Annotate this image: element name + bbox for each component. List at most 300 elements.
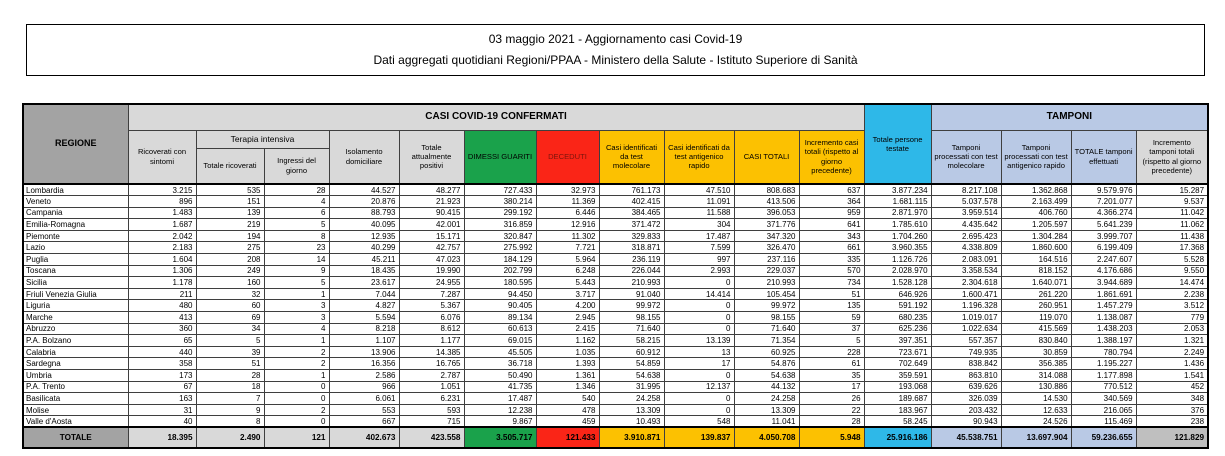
value-cell: 32.973 — [536, 184, 599, 196]
table-row — [23, 184, 1208, 196]
value-cell: 69.015 — [464, 335, 536, 347]
value-cell: 1.107 — [329, 335, 399, 347]
region-name: Lombardia — [23, 184, 128, 196]
value-cell: 7.287 — [399, 288, 464, 300]
value-cell: 90.415 — [399, 207, 464, 219]
region-name: Sardegna — [23, 358, 128, 370]
region-name: Emilia-Romagna — [23, 219, 128, 231]
value-cell: 21.923 — [399, 196, 464, 208]
value-cell: 2.586 — [329, 370, 399, 382]
value-cell: 164.516 — [1001, 254, 1071, 266]
value-cell: 42.001 — [399, 219, 464, 231]
covid-table — [22, 103, 1209, 449]
value-cell: 54.876 — [734, 358, 799, 370]
total-cell: 3.910.871 — [599, 427, 664, 448]
col-header-tamponi-molecolare: Tamponi processati con test molecolare — [931, 130, 1001, 184]
value-cell: 34 — [196, 323, 264, 335]
value-cell: 2.083.091 — [931, 254, 1001, 266]
value-cell: 402.415 — [599, 196, 664, 208]
value-cell: 2 — [264, 358, 329, 370]
value-cell: 228 — [799, 346, 864, 358]
value-cell: 202.799 — [464, 265, 536, 277]
value-cell: 26 — [799, 393, 864, 405]
value-cell: 641 — [799, 219, 864, 231]
value-cell: 94.450 — [464, 288, 536, 300]
table-row — [23, 381, 1208, 393]
value-cell: 11.041 — [734, 416, 799, 428]
value-cell: 4.176.686 — [1071, 265, 1136, 277]
value-cell: 896 — [128, 196, 196, 208]
value-cell: 5 — [264, 277, 329, 289]
value-cell: 376 — [1136, 404, 1208, 416]
value-cell: 0 — [264, 381, 329, 393]
value-cell: 1.704.260 — [864, 230, 931, 242]
value-cell: 90.943 — [931, 416, 1001, 428]
value-cell: 761.173 — [599, 184, 664, 196]
value-cell: 1.177 — [399, 335, 464, 347]
value-cell: 50.490 — [464, 370, 536, 382]
value-cell: 1.388.197 — [1071, 335, 1136, 347]
value-cell: 830.840 — [1001, 335, 1071, 347]
value-cell: 5.367 — [399, 300, 464, 312]
total-row — [23, 427, 1208, 448]
value-cell: 7.201.077 — [1071, 196, 1136, 208]
value-cell: 11.588 — [664, 207, 734, 219]
value-cell: 88.793 — [329, 207, 399, 219]
total-cell: 121.829 — [1136, 427, 1208, 448]
persone-testate-header: Totale persone testate — [864, 104, 931, 184]
value-cell: 316.859 — [464, 219, 536, 231]
value-cell: 347.320 — [734, 230, 799, 242]
value-cell: 14 — [264, 254, 329, 266]
table-row — [23, 300, 1208, 312]
value-cell: 226.044 — [599, 265, 664, 277]
total-cell: 121.433 — [536, 427, 599, 448]
value-cell: 173 — [128, 370, 196, 382]
value-cell: 13.309 — [734, 404, 799, 416]
value-cell: 3.944.689 — [1071, 277, 1136, 289]
value-cell: 406.760 — [1001, 207, 1071, 219]
value-cell: 715 — [399, 416, 464, 428]
value-cell: 1.346 — [536, 381, 599, 393]
value-cell: 44.132 — [734, 381, 799, 393]
value-cell: 11.042 — [1136, 207, 1208, 219]
value-cell: 18 — [196, 381, 264, 393]
value-cell: 3.717 — [536, 288, 599, 300]
table-row — [23, 277, 1208, 289]
value-cell: 770.512 — [1071, 381, 1136, 393]
value-cell: 47.023 — [399, 254, 464, 266]
region-name: Sicilia — [23, 277, 128, 289]
value-cell: 2.053 — [1136, 323, 1208, 335]
value-cell: 40.299 — [329, 242, 399, 254]
value-cell: 41.735 — [464, 381, 536, 393]
value-cell: 60.925 — [734, 346, 799, 358]
table-body — [23, 184, 1208, 448]
value-cell: 163 — [128, 393, 196, 405]
table-row — [23, 393, 1208, 405]
value-cell: 452 — [1136, 381, 1208, 393]
value-cell: 2.163.499 — [1001, 196, 1071, 208]
value-cell: 58.245 — [864, 416, 931, 428]
value-cell: 459 — [536, 416, 599, 428]
value-cell: 9.537 — [1136, 196, 1208, 208]
value-cell: 7.044 — [329, 288, 399, 300]
value-cell: 203.432 — [931, 404, 1001, 416]
value-cell: 14.414 — [664, 288, 734, 300]
value-cell: 0 — [664, 370, 734, 382]
total-cell: 5.948 — [799, 427, 864, 448]
value-cell: 340.569 — [1071, 393, 1136, 405]
value-cell: 1.019.017 — [931, 312, 1001, 324]
total-cell: 3.505.717 — [464, 427, 536, 448]
value-cell: 0 — [664, 323, 734, 335]
value-cell: 4.435.642 — [931, 219, 1001, 231]
value-cell: 1.035 — [536, 346, 599, 358]
value-cell: 3 — [264, 312, 329, 324]
value-cell: 2.247.607 — [1071, 254, 1136, 266]
region-name: Abruzzo — [23, 323, 128, 335]
value-cell: 591.192 — [864, 300, 931, 312]
value-cell: 818.152 — [1001, 265, 1071, 277]
table-header — [23, 104, 1208, 184]
value-cell: 553 — [329, 404, 399, 416]
value-cell: 17 — [664, 358, 734, 370]
report-header — [26, 24, 1205, 76]
col-header-ricoverati: Ricoverati con sintomi — [128, 130, 196, 184]
table-row — [23, 358, 1208, 370]
value-cell: 32 — [196, 288, 264, 300]
value-cell: 8.217.108 — [931, 184, 1001, 196]
tamponi-band: TAMPONI — [931, 104, 1208, 130]
value-cell: 2.945 — [536, 312, 599, 324]
table-row — [23, 335, 1208, 347]
table-row — [23, 254, 1208, 266]
value-cell: 7.599 — [664, 242, 734, 254]
value-cell: 415.569 — [1001, 323, 1071, 335]
region-name: Marche — [23, 312, 128, 324]
value-cell: 275 — [196, 242, 264, 254]
value-cell: 36.718 — [464, 358, 536, 370]
value-cell: 11.438 — [1136, 230, 1208, 242]
total-cell: 4.050.708 — [734, 427, 799, 448]
value-cell: 1.483 — [128, 207, 196, 219]
value-cell: 348 — [1136, 393, 1208, 405]
value-cell: 3.358.534 — [931, 265, 1001, 277]
value-cell: 371.472 — [599, 219, 664, 231]
value-cell: 71.640 — [734, 323, 799, 335]
value-cell: 3.512 — [1136, 300, 1208, 312]
total-cell: 13.697.904 — [1001, 427, 1071, 448]
value-cell: 23.617 — [329, 277, 399, 289]
col-header-tamponi-antigenico: Tamponi processati con test antigenico rapido — [1001, 130, 1071, 184]
value-cell: 413.506 — [734, 196, 799, 208]
value-cell: 1.457.279 — [1071, 300, 1136, 312]
value-cell: 237.116 — [734, 254, 799, 266]
value-cell: 639.626 — [931, 381, 1001, 393]
value-cell: 959 — [799, 207, 864, 219]
value-cell: 210.993 — [734, 277, 799, 289]
value-cell: 54.638 — [734, 370, 799, 382]
regione-header: REGIONE — [23, 104, 128, 184]
value-cell: 0 — [664, 393, 734, 405]
value-cell: 7.721 — [536, 242, 599, 254]
value-cell: 5.594 — [329, 312, 399, 324]
value-cell: 105.454 — [734, 288, 799, 300]
value-cell: 1.196.328 — [931, 300, 1001, 312]
value-cell: 4.827 — [329, 300, 399, 312]
table-row — [23, 370, 1208, 382]
col-header-dimessi: DIMESSI GUARITI — [464, 130, 536, 184]
value-cell: 14.530 — [1001, 393, 1071, 405]
value-cell: 1.528.128 — [864, 277, 931, 289]
value-cell: 2 — [264, 404, 329, 416]
region-name: Liguria — [23, 300, 128, 312]
value-cell: 115.469 — [1071, 416, 1136, 428]
value-cell: 9 — [196, 404, 264, 416]
value-cell: 17.368 — [1136, 242, 1208, 254]
region-name: P.A. Trento — [23, 381, 128, 393]
value-cell: 304 — [664, 219, 734, 231]
value-cell: 2.249 — [1136, 346, 1208, 358]
table-row — [23, 265, 1208, 277]
value-cell: 60 — [196, 300, 264, 312]
value-cell: 548 — [664, 416, 734, 428]
value-cell: 637 — [799, 184, 864, 196]
value-cell: 45.211 — [329, 254, 399, 266]
value-cell: 1.321 — [1136, 335, 1208, 347]
value-cell: 208 — [196, 254, 264, 266]
value-cell: 61 — [799, 358, 864, 370]
value-cell: 863.810 — [931, 370, 1001, 382]
value-cell: 5 — [264, 219, 329, 231]
value-cell: 14.385 — [399, 346, 464, 358]
value-cell: 4 — [264, 196, 329, 208]
value-cell: 5 — [799, 335, 864, 347]
value-cell: 5 — [196, 335, 264, 347]
value-cell: 4 — [264, 323, 329, 335]
value-cell: 3.215 — [128, 184, 196, 196]
value-cell: 151 — [196, 196, 264, 208]
table-row — [23, 346, 1208, 358]
col-header-totale-ricoverati: Totale ricoverati — [196, 148, 264, 184]
region-name: P.A. Bolzano — [23, 335, 128, 347]
value-cell: 194 — [196, 230, 264, 242]
value-cell: 17.487 — [664, 230, 734, 242]
value-cell: 261.220 — [1001, 288, 1071, 300]
value-cell: 54.638 — [599, 370, 664, 382]
value-cell: 24.955 — [399, 277, 464, 289]
table-row — [23, 323, 1208, 335]
value-cell: 40.095 — [329, 219, 399, 231]
value-cell: 320.847 — [464, 230, 536, 242]
region-name: Piemonte — [23, 230, 128, 242]
value-cell: 1.162 — [536, 335, 599, 347]
value-cell: 780.794 — [1071, 346, 1136, 358]
value-cell: 238 — [1136, 416, 1208, 428]
value-cell: 540 — [536, 393, 599, 405]
value-cell: 1.438.203 — [1071, 323, 1136, 335]
region-name: Calabria — [23, 346, 128, 358]
value-cell: 0 — [664, 300, 734, 312]
value-cell: 535 — [196, 184, 264, 196]
value-cell: 9.867 — [464, 416, 536, 428]
value-cell: 557.357 — [931, 335, 1001, 347]
value-cell: 1.687 — [128, 219, 196, 231]
value-cell: 0 — [264, 416, 329, 428]
value-cell: 6.061 — [329, 393, 399, 405]
total-cell: 18.395 — [128, 427, 196, 448]
total-cell: 423.558 — [399, 427, 464, 448]
report-subtitle: Dati aggregati quotidiani Regioni/PPAA - Ministero della Salute - Istituto Superiore di Sanità — [373, 52, 858, 67]
value-cell: 184.129 — [464, 254, 536, 266]
value-cell: 40 — [128, 416, 196, 428]
value-cell: 37 — [799, 323, 864, 335]
region-name: Friuli Venezia Giulia — [23, 288, 128, 300]
value-cell: 189.687 — [864, 393, 931, 405]
value-cell: 397.351 — [864, 335, 931, 347]
value-cell: 1.126.726 — [864, 254, 931, 266]
value-cell: 1.640.071 — [1001, 277, 1071, 289]
value-cell: 98.155 — [599, 312, 664, 324]
value-cell: 1.205.597 — [1001, 219, 1071, 231]
value-cell: 734 — [799, 277, 864, 289]
table-row — [23, 230, 1208, 242]
value-cell: 2.695.423 — [931, 230, 1001, 242]
value-cell: 183.967 — [864, 404, 931, 416]
region-name: Toscana — [23, 265, 128, 277]
value-cell: 16.356 — [329, 358, 399, 370]
value-cell: 42.757 — [399, 242, 464, 254]
value-cell: 13.309 — [599, 404, 664, 416]
value-cell: 5.964 — [536, 254, 599, 266]
value-cell: 48.277 — [399, 184, 464, 196]
value-cell: 8 — [264, 230, 329, 242]
value-cell: 384.465 — [599, 207, 664, 219]
value-cell: 135 — [799, 300, 864, 312]
value-cell: 478 — [536, 404, 599, 416]
value-cell: 193.068 — [864, 381, 931, 393]
value-cell: 1.138.087 — [1071, 312, 1136, 324]
value-cell: 2.415 — [536, 323, 599, 335]
value-cell: 440 — [128, 346, 196, 358]
value-cell: 3.999.707 — [1071, 230, 1136, 242]
table-row — [23, 196, 1208, 208]
value-cell: 1.541 — [1136, 370, 1208, 382]
value-cell: 180.595 — [464, 277, 536, 289]
value-cell: 13.139 — [664, 335, 734, 347]
value-cell: 5.528 — [1136, 254, 1208, 266]
value-cell: 4.200 — [536, 300, 599, 312]
col-header-casi-antigenico: Casi identificati da test antigenico rapido — [664, 130, 734, 184]
value-cell: 5.037.578 — [931, 196, 1001, 208]
value-cell: 1.681.115 — [864, 196, 931, 208]
value-cell: 396.053 — [734, 207, 799, 219]
value-cell: 1.604 — [128, 254, 196, 266]
value-cell: 1.306 — [128, 265, 196, 277]
value-cell: 4.366.274 — [1071, 207, 1136, 219]
value-cell: 45.505 — [464, 346, 536, 358]
value-cell: 12.916 — [536, 219, 599, 231]
value-cell: 966 — [329, 381, 399, 393]
value-cell: 28 — [799, 416, 864, 428]
col-header-ingressi: Ingressi del giorno — [264, 148, 329, 184]
value-cell: 5.641.239 — [1071, 219, 1136, 231]
value-cell: 12.238 — [464, 404, 536, 416]
total-cell: 121 — [264, 427, 329, 448]
value-cell: 1 — [264, 370, 329, 382]
value-cell: 119.070 — [1001, 312, 1071, 324]
value-cell: 371.776 — [734, 219, 799, 231]
value-cell: 24.258 — [599, 393, 664, 405]
value-cell: 15.287 — [1136, 184, 1208, 196]
value-cell: 1.195.227 — [1071, 358, 1136, 370]
value-cell: 299.192 — [464, 207, 536, 219]
value-cell: 160 — [196, 277, 264, 289]
region-name: Umbria — [23, 370, 128, 382]
value-cell: 570 — [799, 265, 864, 277]
total-cell: 25.916.186 — [864, 427, 931, 448]
col-header-incremento-tamponi: Incremento tamponi totali (rispetto al giorno precedente) — [1136, 130, 1208, 184]
value-cell: 1.393 — [536, 358, 599, 370]
table-row — [23, 219, 1208, 231]
value-cell: 11.302 — [536, 230, 599, 242]
value-cell: 60.613 — [464, 323, 536, 335]
value-cell: 216.065 — [1071, 404, 1136, 416]
value-cell: 6.076 — [399, 312, 464, 324]
value-cell: 661 — [799, 242, 864, 254]
value-cell: 1.051 — [399, 381, 464, 393]
casi-confermati-band: CASI COVID-19 CONFERMATI — [128, 104, 864, 130]
value-cell: 24.258 — [734, 393, 799, 405]
value-cell: 11.062 — [1136, 219, 1208, 231]
value-cell: 360 — [128, 323, 196, 335]
value-cell: 8 — [196, 416, 264, 428]
value-cell: 11.091 — [664, 196, 734, 208]
value-cell: 1.785.610 — [864, 219, 931, 231]
value-cell: 15.171 — [399, 230, 464, 242]
col-header-deceduti: DECEDUTI — [536, 130, 599, 184]
value-cell: 60.912 — [599, 346, 664, 358]
table-row — [23, 416, 1208, 428]
total-label: TOTALE — [23, 427, 128, 448]
value-cell: 3.960.355 — [864, 242, 931, 254]
region-name: Campania — [23, 207, 128, 219]
value-cell: 89.134 — [464, 312, 536, 324]
region-name: Lazio — [23, 242, 128, 254]
report-title: 03 maggio 2021 - Aggiornamento casi Covid-19 — [488, 31, 743, 46]
value-cell: 20.876 — [329, 196, 399, 208]
value-cell: 211 — [128, 288, 196, 300]
value-cell: 31 — [128, 404, 196, 416]
value-cell: 749.935 — [931, 346, 1001, 358]
col-header-casi-molecolare: Casi identificati da test molecolare — [599, 130, 664, 184]
value-cell: 59 — [799, 312, 864, 324]
col-header-isolamento: Isolamento domiciliare — [329, 130, 399, 184]
value-cell: 2.304.618 — [931, 277, 1001, 289]
value-cell: 1.362.868 — [1001, 184, 1071, 196]
value-cell: 1.022.634 — [931, 323, 1001, 335]
value-cell: 723.671 — [864, 346, 931, 358]
value-cell: 91.040 — [599, 288, 664, 300]
value-cell: 380.214 — [464, 196, 536, 208]
value-cell: 71.640 — [599, 323, 664, 335]
col-header-casi-totali: CASI TOTALI — [734, 130, 799, 184]
value-cell: 9.550 — [1136, 265, 1208, 277]
value-cell: 99.972 — [734, 300, 799, 312]
value-cell: 593 — [399, 404, 464, 416]
value-cell: 625.236 — [864, 323, 931, 335]
